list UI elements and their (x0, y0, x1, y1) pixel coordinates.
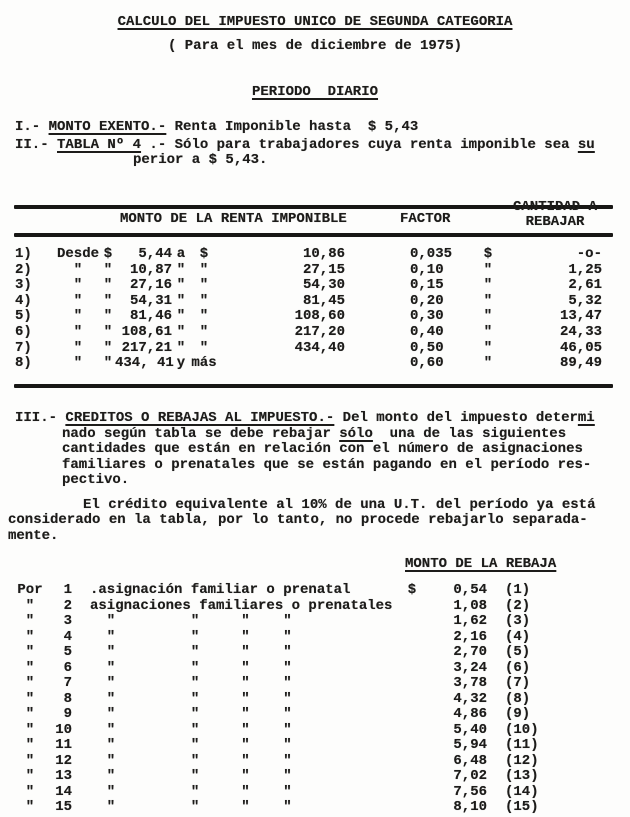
cell-rebate-value: 0,54 (453, 582, 487, 598)
document-subtitle: ( Para el mes de diciembre de 1975) (167, 38, 463, 54)
cell-allowance-count: 9 (63, 706, 72, 722)
cell-rebate-amount: 1,25 (568, 261, 602, 278)
cell-to-amount: 10,86 (302, 246, 345, 262)
cell-allowance-text: " " " " (90, 644, 292, 660)
cell-por: " (25, 737, 35, 753)
cell-allowance-count: 4 (63, 628, 72, 645)
cell-por: " (25, 721, 35, 738)
cell-currency-from: $ (103, 246, 113, 262)
table4-text: .- Sólo para trabajadores cuya renta imponible sea (141, 137, 578, 153)
table4-numeral: II.- (15, 137, 58, 153)
cell-por: Por (17, 582, 43, 598)
cell-currency-rebate: " (483, 339, 493, 356)
cell-factor: 0,20 (410, 292, 444, 309)
cell-por: " (25, 597, 35, 614)
cell-ref-number: (9) (505, 706, 531, 722)
cell-ref-number: (15) (505, 799, 539, 815)
credits-line5: pectivo. (62, 472, 130, 488)
cell-rebate-value: 6,48 (453, 752, 487, 769)
cell-allowance-count: 13 (55, 768, 72, 784)
cell-currency (402, 737, 422, 753)
cell-allowance-count: 10 (55, 721, 72, 738)
cell-currency (402, 768, 422, 784)
cell-currency-rebate: $ (483, 246, 493, 262)
col-header-renta: MONTO DE LA RENTA IMPONIBLE (120, 211, 347, 227)
table4-line1 (15, 138, 595, 152)
cell-rebate-value: 8,10 (453, 799, 487, 815)
cell-allowance-text: " " " " (90, 768, 292, 784)
col-header-cantidad-line2: REBAJAR (525, 214, 585, 230)
cell-currency-from: " (103, 355, 113, 372)
cell-rebate-amount: 24,33 (559, 323, 602, 340)
cell-desde: Desde (56, 246, 99, 262)
cell-allowance-count: 1 (63, 582, 72, 598)
rebate-row (0, 613, 630, 629)
cell-factor: 0,50 (410, 339, 444, 356)
cell-por: " (25, 690, 35, 707)
cell-allowance-text: " " " " (90, 628, 292, 645)
cell-por: " (25, 644, 35, 660)
cell-currency-rebate: " (483, 323, 493, 340)
credit-note-line2: considerado en la tabla, por lo tanto, no procede rebajarlo separada- (8, 512, 588, 528)
cell-ref-number: (5) (505, 644, 531, 660)
cell-allowance-text: " " " " (90, 799, 292, 815)
credit-note-line1: El crédito equivalente al 10% de una U.T. del período ya está (83, 497, 596, 513)
credits-line2-post: una de las siguientes (372, 426, 567, 442)
cell-allowance-count: 3 (63, 613, 72, 629)
cell-currency-rebate: " (483, 308, 493, 325)
period-heading-text: PERIODO DIARIO (251, 84, 379, 100)
cell-from-amount: 108,61 (121, 323, 172, 340)
cell-a: y (176, 355, 186, 372)
cell-ref-number: (11) (505, 737, 539, 753)
rebate-row (0, 799, 630, 815)
cell-currency-from: " (103, 339, 113, 356)
rebate-row (0, 644, 630, 660)
document-title (0, 14, 630, 30)
cell-por: " (25, 613, 35, 629)
rebate-row (0, 768, 630, 784)
cell-allowance-count: 6 (63, 659, 72, 676)
cell-por: " (25, 675, 35, 691)
cell-ref-number: (14) (505, 783, 539, 800)
cell-currency-from: " (103, 323, 113, 340)
cell-rebate-value: 5,94 (453, 737, 487, 753)
col-header-factor: FACTOR (400, 211, 451, 227)
cell-ref-number: (12) (505, 752, 539, 769)
cell-allowance-text: " " " " (90, 752, 292, 769)
cell-factor: 0,15 (410, 277, 444, 294)
cell-desde: " (73, 308, 83, 325)
cell-currency-rebate: " (483, 292, 493, 309)
cell-from-amount: 10,87 (129, 261, 172, 278)
cell-allowance-count: 14 (55, 783, 72, 800)
cell-currency (402, 799, 422, 815)
cell-allowance-count: 8 (63, 690, 72, 707)
tax-table-row (0, 308, 630, 324)
cell-currency-to: " (199, 292, 209, 309)
rebate-row (0, 706, 630, 722)
credits-line2-emphasis: sólo (339, 426, 373, 442)
cell-currency-to: " (199, 277, 209, 294)
cell-from-amount: 5,44 (138, 246, 172, 262)
cell-allowance-text: " " " " (90, 721, 292, 738)
cell-to-amount: 54,30 (302, 277, 345, 294)
cell-currency (402, 784, 422, 800)
cell-currency-from: " (103, 261, 113, 278)
cell-por: " (25, 659, 35, 676)
cell-desde: " (73, 277, 83, 294)
exempt-item-label: MONTO EXENTO.- (48, 119, 167, 135)
cell-currency-to: " (199, 339, 209, 356)
cell-to-amount: 434,40 (294, 339, 345, 356)
cell-currency (402, 706, 422, 722)
cell-por: " (25, 706, 35, 722)
tax-table-row (0, 355, 630, 371)
rebate-row (0, 675, 630, 691)
cell-currency-to: " (199, 308, 209, 325)
cell-rebate-amount: 5,32 (568, 292, 602, 309)
cell-a: " (176, 277, 186, 294)
cell-a: " (176, 339, 186, 356)
rebate-heading (405, 557, 556, 571)
tax-table-row (0, 340, 630, 356)
cell-factor: 0,10 (410, 261, 444, 278)
cell-factor: 0,40 (410, 323, 444, 340)
credits-heading: CREDITOS O REBAJAS AL IMPUESTO.- (65, 410, 335, 426)
credits-line1 (15, 411, 595, 425)
cell-currency (402, 660, 422, 676)
rebate-table-body (0, 582, 630, 815)
cell-to-amount: 108,60 (294, 308, 345, 325)
cell-currency-to: " (199, 323, 209, 340)
credit-note-line3: mente. (8, 528, 59, 544)
cell-desde: " (73, 355, 83, 372)
cell-ref-number: (6) (505, 659, 531, 676)
cell-currency (402, 644, 422, 660)
cell-ref-number: (8) (505, 690, 531, 707)
cell-rebate-value: 3,78 (453, 675, 487, 691)
col-header-cantidad-line1: CANTIDAD A (512, 199, 597, 215)
cell-allowance-text: .asignación familiar o prenatal (90, 582, 351, 598)
rebate-row (0, 722, 630, 738)
credits-line1-text: Del monto del impuesto deter (334, 410, 578, 426)
cell-desde: " (73, 292, 83, 309)
cell-currency-from: " (103, 292, 113, 309)
cell-a: " (176, 292, 186, 309)
cell-rebate-amount: 13,47 (559, 308, 602, 325)
rebate-row (0, 629, 630, 645)
cell-allowance-text: " " " " (90, 706, 292, 722)
credits-line1-carry: mi (577, 410, 595, 426)
exempt-item-numeral: I.- (15, 119, 49, 135)
exempt-amount-line (15, 120, 418, 134)
tax-table-row (0, 277, 630, 293)
row-number: 2) (15, 261, 32, 278)
cell-factor: 0,035 (410, 246, 453, 262)
rebate-heading-text: MONTO DE LA REBAJA (405, 556, 557, 572)
cell-allowance-text: " " " " (90, 783, 292, 800)
cell-to-amount: 27,15 (302, 261, 345, 278)
credits-numeral: III.- (15, 410, 66, 426)
cell-desde: " (73, 339, 83, 356)
cell-rebate-amount: 2,61 (568, 277, 602, 294)
cell-from-amount: 434, 41 (115, 355, 174, 372)
period-heading (0, 84, 630, 100)
cell-allowance-count: 12 (55, 752, 72, 769)
cell-allowance-text: " " " " (90, 613, 292, 629)
cell-por: " (25, 628, 35, 645)
table4-carry: su (577, 137, 595, 153)
cell-rebate-value: 2,70 (453, 644, 487, 660)
cell-from-amount: 54,31 (129, 292, 172, 309)
tax-table-row (0, 293, 630, 309)
row-number: 5) (15, 308, 32, 325)
cell-from-amount: 81,46 (129, 308, 172, 325)
cell-allowance-text: " " " " (90, 690, 292, 707)
cell-rebate-value: 1,08 (453, 597, 487, 614)
cell-allowance-count: 11 (55, 737, 72, 753)
cell-factor: 0,60 (410, 355, 444, 372)
row-number: 3) (15, 277, 32, 294)
cell-allowance-text: " " " " (90, 737, 292, 753)
table-rule-bottom (14, 384, 613, 388)
cell-desde: " (73, 323, 83, 340)
cell-rebate-value: 4,86 (453, 706, 487, 722)
credits-line4: familiares o prenatales que se están pagando en el período res- (62, 457, 592, 473)
cell-from-amount: 27,16 (129, 277, 172, 294)
cell-allowance-text: " " " " (90, 659, 292, 676)
credits-line3: cantidades que están en relación con el número de asignaciones (62, 441, 583, 457)
cell-from-amount: 217,21 (121, 339, 172, 356)
cell-rebate-value: 5,40 (453, 721, 487, 738)
rebate-row (0, 737, 630, 753)
cell-allowance-count: 15 (55, 799, 72, 815)
cell-to-amount: 217,20 (294, 323, 345, 340)
cell-ref-number: (3) (505, 613, 531, 629)
cell-desde: " (73, 261, 83, 278)
cell-ref-number: (13) (505, 768, 539, 784)
cell-allowance-text: asignaciones familiares o prenatales (90, 597, 393, 614)
cell-currency (402, 753, 422, 769)
cell-factor: 0,30 (410, 308, 444, 325)
cell-currency (402, 675, 422, 691)
cell-allowance-count: 7 (63, 675, 72, 691)
cell-ref-number: (2) (505, 597, 531, 614)
cell-rebate-value: 2,16 (453, 628, 487, 645)
cell-to-amount (218, 355, 345, 371)
cell-rebate-value: 4,32 (453, 690, 487, 707)
cell-por: " (25, 783, 35, 800)
row-number: 1) (15, 246, 32, 262)
cell-ref-number: (1) (505, 582, 531, 598)
cell-por: " (25, 752, 35, 769)
cell-ref-number: (4) (505, 628, 531, 645)
cell-por: " (25, 799, 35, 815)
cell-ref-number: (10) (505, 721, 539, 738)
rebate-row (0, 753, 630, 769)
cell-currency (402, 613, 422, 629)
rebate-row (0, 691, 630, 707)
cell-allowance-count: 2 (63, 597, 72, 614)
cell-rebate-amount: 89,49 (559, 355, 602, 372)
table4-label: TABLA Nº 4 (57, 137, 142, 153)
cell-rebate-value: 7,56 (453, 783, 487, 800)
cell-currency-rebate: " (483, 355, 493, 372)
cell-ref-number: (7) (505, 675, 531, 691)
cell-a: " (176, 323, 186, 340)
credits-line2 (62, 427, 566, 441)
cell-a: " (176, 261, 186, 278)
cell-currency-to: " (199, 261, 209, 278)
cell-to-amount: 81,45 (302, 292, 345, 309)
document-title-text: CALCULO DEL IMPUESTO UNICO DE SEGUNDA CATEGORIA (117, 14, 513, 30)
table-rule-header-bottom (14, 233, 613, 237)
exempt-item-text: Renta Imponible hasta $ 5,43 (166, 119, 419, 135)
cell-a: " (176, 308, 186, 325)
row-number: 4) (15, 292, 32, 309)
rebate-row (0, 784, 630, 800)
cell-currency-from: " (103, 277, 113, 294)
cell-por: " (25, 768, 35, 784)
credits-line2-pre: nado según tabla se debe rebajar (62, 426, 340, 442)
cell-currency-to: $ (199, 246, 209, 262)
cell-allowance-count: 5 (63, 644, 72, 660)
cell-currency (402, 598, 422, 614)
cell-currency-from: " (103, 308, 113, 325)
cell-currency: $ (407, 582, 417, 598)
rebate-row (0, 660, 630, 676)
rebate-row (0, 582, 630, 598)
cell-rebate-value: 1,62 (453, 613, 487, 629)
cell-rebate-amount: 46,05 (559, 339, 602, 356)
row-number: 7) (15, 339, 32, 356)
cell-currency-to: más (191, 355, 217, 372)
cell-currency (402, 722, 422, 738)
cell-currency-rebate: " (483, 261, 493, 278)
cell-rebate-value: 7,02 (453, 768, 487, 784)
cell-currency (402, 629, 422, 645)
row-number: 8) (15, 355, 32, 372)
rebate-row (0, 598, 630, 614)
tax-table-row (0, 246, 630, 262)
cell-currency-rebate: " (483, 277, 493, 294)
tax-table-row (0, 262, 630, 278)
cell-allowance-text: " " " " (90, 675, 292, 691)
table4-line2: perior a $ 5,43. (133, 152, 268, 168)
tax-table-row (0, 324, 630, 340)
cell-currency (402, 691, 422, 707)
cell-rebate-value: 3,24 (453, 659, 487, 676)
tax-table-body (0, 246, 630, 371)
cell-rebate-amount: -o- (576, 246, 602, 262)
row-number: 6) (15, 323, 32, 340)
cell-a: a (176, 246, 186, 262)
